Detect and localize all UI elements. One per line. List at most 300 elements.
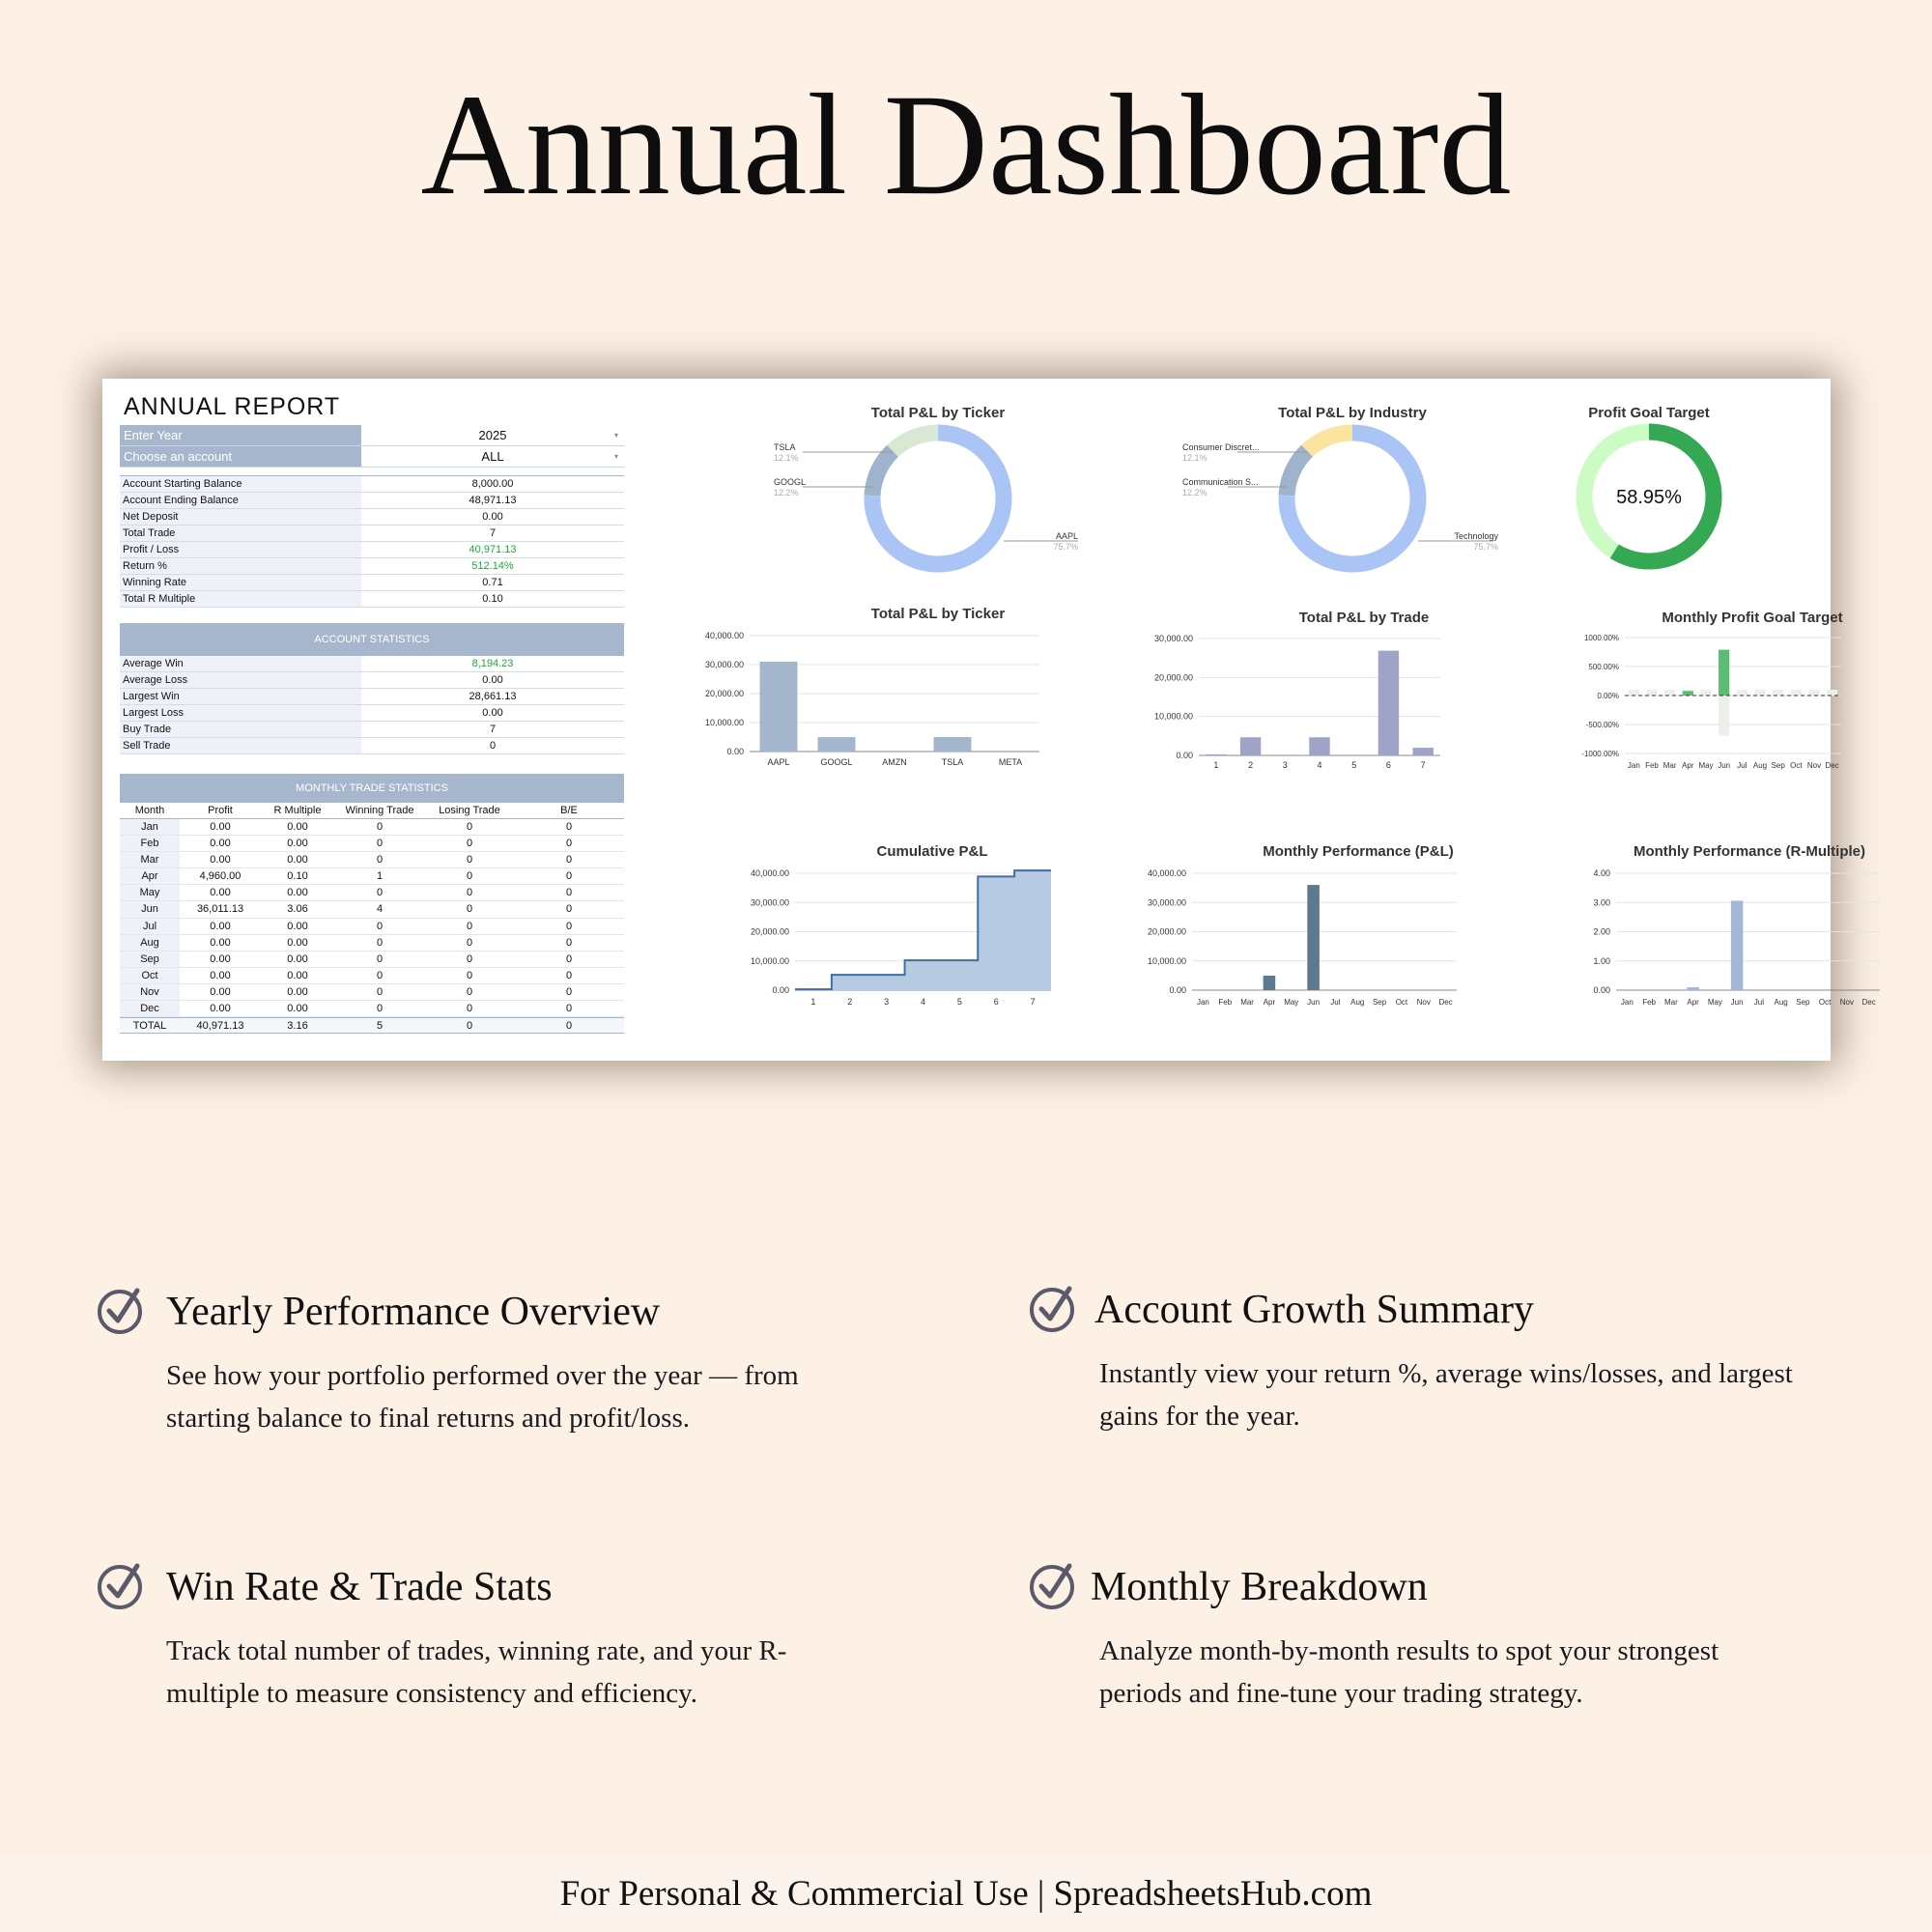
y-tick-label: 30,000.00 xyxy=(704,660,744,669)
monthly-cell: 0 xyxy=(466,821,473,833)
total-cell: 0 xyxy=(466,1020,473,1033)
monthly-pnl-chart xyxy=(1059,833,1464,1050)
total-cell: 3.16 xyxy=(287,1020,308,1033)
x-tick-label: 7 xyxy=(1420,760,1426,770)
x-tick-label: Oct xyxy=(1790,761,1803,770)
slice-percent: 12.1% xyxy=(1182,453,1208,463)
summary-value: 0.71 xyxy=(482,577,503,588)
x-tick-label: 2 xyxy=(847,997,853,1007)
slice-percent: 75.7% xyxy=(1053,542,1078,552)
monthly-cell: 0.00 xyxy=(210,1003,231,1015)
bar-remaining xyxy=(1754,690,1765,696)
x-tick-label: Jul xyxy=(1330,998,1341,1007)
goal-gauge-chart xyxy=(1493,398,1812,582)
y-tick-label: 0.00 xyxy=(1593,985,1610,995)
bar xyxy=(1264,976,1276,990)
y-tick-label: 0.00 xyxy=(1169,985,1186,995)
chart-title: Total P&L by Ticker xyxy=(870,405,1006,421)
stat-label: Largest Win xyxy=(120,689,361,704)
monthly-cell: 0 xyxy=(376,936,384,949)
feature-title: Account Growth Summary xyxy=(1094,1288,1534,1332)
monthly-cell: 0.00 xyxy=(210,838,231,850)
monthly-cell: 0.00 xyxy=(210,952,231,965)
check-circle-icon xyxy=(1029,1283,1077,1331)
chart-title: Cumulative P&L xyxy=(876,843,988,860)
stat-row xyxy=(120,738,624,754)
chart-title: Total P&L by Trade xyxy=(1298,610,1430,626)
x-tick-label: Aug xyxy=(1752,761,1768,770)
monthly-cell: 0 xyxy=(376,985,384,998)
stat-value: 0.00 xyxy=(482,674,503,686)
bar xyxy=(1719,650,1729,696)
monthly-cell: 0.00 xyxy=(287,887,308,899)
column-header: Month xyxy=(134,805,165,816)
x-tick-label: Jul xyxy=(1737,761,1747,770)
x-tick-label: Oct xyxy=(1818,998,1832,1007)
stat-label: Buy Trade xyxy=(120,722,361,737)
x-tick-label: Apr xyxy=(1682,761,1694,770)
total-cell: 0 xyxy=(565,1020,573,1033)
x-tick-label: Aug xyxy=(1350,998,1365,1007)
x-tick-label: 5 xyxy=(956,997,962,1007)
gauge-label: 58.95% xyxy=(1616,487,1682,508)
check-circle-icon xyxy=(97,1285,145,1333)
feature-text: Instantly view your return %, average wins/losses, and largest gains for the year. xyxy=(1099,1358,1793,1432)
monthly-cell: 0.00 xyxy=(287,1003,308,1015)
monthly-cell: 0.00 xyxy=(287,920,308,932)
bar-remaining xyxy=(1700,690,1711,696)
x-tick-label: Sep xyxy=(1771,761,1785,770)
annual-report xyxy=(120,388,624,1034)
monthly-cell: 0.00 xyxy=(287,969,308,981)
bar-remaining xyxy=(1827,690,1837,696)
monthly-cell: Jul xyxy=(120,919,180,934)
summary-label: Return % xyxy=(120,558,361,574)
bar-remaining xyxy=(1808,690,1819,696)
chart-title: Monthly Profit Goal Target xyxy=(1662,610,1843,626)
monthly-cell: 0 xyxy=(565,838,573,850)
monthly-cell: 0 xyxy=(376,854,384,867)
summary-row xyxy=(120,493,624,509)
monthly-row xyxy=(120,935,624,952)
summary-label: Account Ending Balance xyxy=(120,493,361,508)
y-tick-label: 20,000.00 xyxy=(750,926,789,937)
x-tick-label: Jul xyxy=(1753,998,1764,1007)
x-tick-label: Feb xyxy=(1645,761,1659,770)
monthly-cell: 0.00 xyxy=(210,854,231,867)
summary-label: Net Deposit xyxy=(120,509,361,525)
summary-table xyxy=(120,475,624,608)
monthly-cell: 0 xyxy=(565,920,573,932)
monthly-cell: 0 xyxy=(565,969,573,981)
monthly-cell: 0 xyxy=(376,821,384,833)
summary-label: Profit / Loss xyxy=(120,542,361,557)
monthly-cell: 0 xyxy=(565,985,573,998)
y-tick-label: 40,000.00 xyxy=(704,631,744,640)
monthly-cell: 0 xyxy=(565,1003,573,1015)
y-tick-label: 4.00 xyxy=(1593,868,1610,878)
bar-remaining xyxy=(1791,690,1802,696)
monthly-cell: 0.00 xyxy=(210,969,231,981)
y-tick-label: 1.00 xyxy=(1593,955,1610,966)
x-tick-label: Oct xyxy=(1395,998,1408,1007)
y-tick-label: 40,000.00 xyxy=(750,868,789,878)
monthly-row xyxy=(120,852,624,868)
y-tick-label: 500.00% xyxy=(1588,663,1619,671)
bar-remaining xyxy=(1646,690,1657,696)
monthly-cell: 0 xyxy=(376,887,384,899)
monthly-goal-chart xyxy=(1474,601,1843,809)
x-tick-label: AAPL xyxy=(767,757,790,767)
x-tick-label: Dec xyxy=(1438,998,1453,1007)
y-tick-label: 10,000.00 xyxy=(750,955,789,966)
donut-slice xyxy=(1287,451,1307,496)
monthly-cell: 0 xyxy=(466,920,473,932)
stat-value: 28,661.13 xyxy=(469,691,517,702)
chart-title: Monthly Performance (P&L) xyxy=(1263,843,1454,860)
summary-row xyxy=(120,542,624,558)
chart-title: Total P&L by Industry xyxy=(1278,405,1427,421)
slice-percent: 12.2% xyxy=(774,488,799,497)
y-tick-label: 20,000.00 xyxy=(704,689,744,698)
x-tick-label: 3 xyxy=(884,997,890,1007)
monthly-row xyxy=(120,836,624,852)
x-tick-label: Apr xyxy=(1263,998,1276,1007)
stat-value: 0 xyxy=(489,740,497,752)
summary-value: 7 xyxy=(489,527,497,539)
feature-text: See how your portfolio performed over the year — from starting balance to final returns and profit/loss. xyxy=(166,1360,799,1434)
monthly-cell: May xyxy=(120,885,180,900)
monthly-cell: 0 xyxy=(466,985,473,998)
monthly-cell: Mar xyxy=(120,852,180,867)
stat-label: Average Loss xyxy=(120,672,361,688)
monthly-cell: Jun xyxy=(120,901,180,917)
x-tick-label: May xyxy=(1284,998,1299,1007)
dashboard-screenshot xyxy=(102,379,1876,1061)
chart-title: Profit Goal Target xyxy=(1588,405,1710,421)
monthly-row xyxy=(120,819,624,836)
x-tick-label: AMZN xyxy=(882,757,907,767)
stat-row xyxy=(120,722,624,738)
y-tick-label: 20,000.00 xyxy=(1153,672,1193,683)
chart-title: Monthly Performance (R-Multiple) xyxy=(1633,843,1866,860)
page-title: Annual Dashboard xyxy=(420,65,1512,225)
monthly-cell: 0 xyxy=(376,838,384,850)
bar xyxy=(1307,885,1320,990)
x-tick-label: Mar xyxy=(1240,998,1254,1007)
monthly-row xyxy=(120,885,624,901)
summary-row xyxy=(120,476,624,493)
x-tick-label: Jan xyxy=(1196,998,1209,1007)
y-tick-label: 10,000.00 xyxy=(1147,955,1186,966)
monthly-cell: 0 xyxy=(466,887,473,899)
summary-value: 40,971.13 xyxy=(469,544,517,555)
chart-title: Total P&L by Ticker xyxy=(870,606,1006,622)
account-statistics-table xyxy=(120,656,624,754)
year-dropdown[interactable] xyxy=(361,425,624,445)
monthly-total-row xyxy=(120,1017,624,1034)
bar xyxy=(1412,748,1433,755)
stat-label: Average Win xyxy=(120,656,361,671)
monthly-cell: 4,960.00 xyxy=(199,870,242,883)
y-tick-label: 40,000.00 xyxy=(1147,868,1186,878)
monthly-row xyxy=(120,868,624,885)
stat-row xyxy=(120,656,624,672)
summary-label: Account Starting Balance xyxy=(120,476,361,492)
x-tick-label: Nov xyxy=(1839,998,1854,1007)
summary-label: Total Trade xyxy=(120,526,361,541)
monthly-cell: 0.00 xyxy=(210,936,231,949)
monthly-cell: Sep xyxy=(120,952,180,967)
x-tick-label: Jun xyxy=(1730,998,1744,1007)
donut-slice xyxy=(893,433,938,451)
monthly-cell: 0 xyxy=(376,969,384,981)
x-tick-label: 1 xyxy=(810,997,816,1007)
account-value: ALL xyxy=(481,449,504,464)
y-tick-label: 1000.00% xyxy=(1583,634,1619,642)
monthly-cell: Nov xyxy=(120,984,180,1000)
ticker-bar-chart xyxy=(643,601,1049,809)
x-tick-label: Sep xyxy=(1796,998,1810,1007)
area-fill xyxy=(795,870,1051,990)
monthly-cell: 0.00 xyxy=(210,920,231,932)
x-tick-label: META xyxy=(998,757,1023,767)
bar-remaining xyxy=(1683,690,1693,691)
monthly-row xyxy=(120,1001,624,1017)
monthly-cell: Aug xyxy=(120,935,180,951)
bar xyxy=(934,737,972,752)
x-tick-label: Aug xyxy=(1774,998,1788,1007)
x-tick-label: Mar xyxy=(1662,761,1677,770)
monthly-cell: 0 xyxy=(565,887,573,899)
bar-remaining xyxy=(1664,690,1675,696)
column-header: B/E xyxy=(560,805,578,816)
monthly-cell: 0 xyxy=(565,903,573,916)
x-tick-label: 2 xyxy=(1248,760,1254,770)
x-tick-label: 1 xyxy=(1213,760,1219,770)
check-circle-icon xyxy=(1029,1560,1077,1608)
column-header: Winning Trade xyxy=(345,805,414,816)
bar xyxy=(1683,691,1693,696)
monthly-cell: 0 xyxy=(466,952,473,965)
bar xyxy=(1731,900,1744,990)
monthly-cell: 0.00 xyxy=(287,936,308,949)
stat-label: Largest Loss xyxy=(120,705,361,721)
x-tick-label: Nov xyxy=(1806,761,1822,770)
stat-row xyxy=(120,689,624,705)
y-tick-label: 30,000.00 xyxy=(1147,897,1186,908)
monthly-row xyxy=(120,984,624,1001)
report-title: ANNUAL REPORT xyxy=(124,393,341,420)
summary-value: 48,971.13 xyxy=(469,495,517,506)
year-value: 2025 xyxy=(478,428,507,442)
x-tick-label: GOOGL xyxy=(820,757,853,767)
footer: For Personal & Commercial Use | SpreadsheetsHub.com xyxy=(0,1857,1932,1932)
column-header: Profit xyxy=(208,805,233,816)
x-tick-label: 6 xyxy=(1385,760,1391,770)
monthly-cell: Dec xyxy=(120,1001,180,1016)
x-tick-label: 4 xyxy=(920,997,926,1007)
monthly-cell: 0 xyxy=(466,838,473,850)
summary-row xyxy=(120,558,624,575)
monthly-cell: 0.00 xyxy=(287,854,308,867)
y-tick-label: 20,000.00 xyxy=(1147,926,1186,937)
summary-row xyxy=(120,575,624,591)
monthly-row xyxy=(120,952,624,968)
x-tick-label: Feb xyxy=(1642,998,1657,1007)
account-statistics-header: ACCOUNT STATISTICS xyxy=(120,623,624,656)
y-tick-label: 3.00 xyxy=(1593,897,1610,908)
column-header: R Multiple xyxy=(273,805,322,816)
x-tick-label: Jun xyxy=(1718,761,1731,770)
x-tick-label: Jan xyxy=(1627,761,1640,770)
account-input-row xyxy=(120,446,624,468)
monthly-cell: 0 xyxy=(466,854,473,867)
summary-value: 512.14% xyxy=(471,560,514,572)
x-tick-label: 3 xyxy=(1282,760,1288,770)
slice-percent: 12.1% xyxy=(774,453,799,463)
summary-value: 8,000.00 xyxy=(471,478,514,490)
column-header: Losing Trade xyxy=(439,805,500,816)
stat-row xyxy=(120,672,624,689)
total-cell: 5 xyxy=(376,1020,384,1033)
summary-label: Total R Multiple xyxy=(120,591,361,607)
year-input-row xyxy=(120,425,624,446)
monthly-cell: 36,011.13 xyxy=(196,903,244,916)
x-tick-label: Nov xyxy=(1416,998,1431,1007)
monthly-cell: 0 xyxy=(565,936,573,949)
monthly-cell: 0 xyxy=(466,1003,473,1015)
monthly-cell: 0 xyxy=(376,952,384,965)
slice-label: TSLA xyxy=(774,442,796,452)
x-tick-label: 7 xyxy=(1030,997,1036,1007)
monthly-cell: 0.00 xyxy=(287,985,308,998)
y-tick-label: 30,000.00 xyxy=(1153,634,1193,643)
summary-value: 0.10 xyxy=(482,593,503,605)
donut-slice xyxy=(872,451,893,496)
account-dropdown[interactable] xyxy=(361,446,624,467)
bar xyxy=(1378,651,1399,755)
monthly-cell: 0.00 xyxy=(287,952,308,965)
slice-label: Technology xyxy=(1454,531,1498,541)
dropdown-caret-icon: ▾ xyxy=(613,431,618,440)
bar xyxy=(818,737,856,752)
industry-donut-chart xyxy=(1059,398,1498,582)
x-tick-label: TSLA xyxy=(941,757,964,767)
x-tick-label: Apr xyxy=(1687,998,1699,1007)
monthly-cell: 0.00 xyxy=(287,838,308,850)
bar-remaining xyxy=(1629,690,1639,696)
stat-row xyxy=(120,705,624,722)
dropdown-caret-icon: ▾ xyxy=(613,452,618,461)
feature-title: Monthly Breakdown xyxy=(1091,1565,1428,1609)
bar xyxy=(1309,737,1329,755)
x-tick-label: Sep xyxy=(1372,998,1387,1007)
feature-text: Analyze month-by-month results to spot your strongest periods and fine-tune your trading strategy. xyxy=(1099,1635,1719,1709)
year-label: Enter Year xyxy=(120,425,361,445)
monthly-cell: 0 xyxy=(376,920,384,932)
account-label: Choose an account xyxy=(120,446,361,467)
summary-value: 0.00 xyxy=(482,511,503,523)
monthly-cell: 0 xyxy=(466,870,473,883)
monthly-table-header xyxy=(120,803,624,819)
y-tick-label: 0.00 xyxy=(1176,751,1193,760)
monthly-r-chart xyxy=(1474,833,1876,1050)
x-tick-label: Jun xyxy=(1307,998,1321,1007)
y-tick-label: 0.00 xyxy=(726,747,744,756)
monthly-cell: Feb xyxy=(120,836,180,851)
monthly-row xyxy=(120,968,624,984)
monthly-cell: 0.00 xyxy=(210,887,231,899)
stat-label: Sell Trade xyxy=(120,738,361,753)
x-tick-label: 6 xyxy=(993,997,999,1007)
bar-remaining xyxy=(1719,696,1729,735)
summary-row xyxy=(120,591,624,608)
x-tick-label: 4 xyxy=(1317,760,1322,770)
monthly-cell: 3.06 xyxy=(287,903,308,916)
slice-label: GOOGL xyxy=(774,477,807,487)
bar xyxy=(1240,737,1261,755)
x-tick-label: May xyxy=(1707,998,1722,1007)
monthly-cell: 0 xyxy=(565,870,573,883)
monthly-row xyxy=(120,919,624,935)
x-tick-label: Jan xyxy=(1620,998,1634,1007)
summary-row xyxy=(120,509,624,526)
feature-title: Win Rate & Trade Stats xyxy=(166,1565,553,1609)
x-tick-label: Dec xyxy=(1825,761,1839,770)
monthly-cell: 0.00 xyxy=(210,985,231,998)
monthly-cell: 0 xyxy=(466,936,473,949)
x-tick-label: Mar xyxy=(1663,998,1678,1007)
y-tick-label: 10,000.00 xyxy=(1153,711,1193,722)
cumulative-chart xyxy=(643,833,1049,1050)
monthly-cell: 0.00 xyxy=(210,821,231,833)
trade-bar-chart xyxy=(1059,601,1464,809)
total-cell: 40,971.13 xyxy=(196,1020,244,1033)
total-cell: TOTAL xyxy=(132,1020,167,1033)
monthly-cell: 0 xyxy=(565,952,573,965)
stat-value: 7 xyxy=(489,724,497,735)
feature-text: Track total number of trades, winning rate, and your R-multiple to measure consistency and efficiency. xyxy=(166,1635,787,1709)
bar xyxy=(760,662,798,752)
ticker-donut-chart xyxy=(643,398,1078,582)
monthly-cell: 0 xyxy=(466,903,473,916)
donut-slice xyxy=(1307,433,1352,451)
slice-label: Communication S... xyxy=(1182,477,1259,487)
monthly-cell: 0.00 xyxy=(287,821,308,833)
bar xyxy=(1206,754,1226,755)
monthly-cell: Apr xyxy=(120,868,180,884)
monthly-cell: 0 xyxy=(466,969,473,981)
bar-remaining xyxy=(1773,690,1783,696)
monthly-table-body xyxy=(120,819,624,1017)
stat-value: 8,194.23 xyxy=(471,658,514,669)
x-tick-label: Dec xyxy=(1861,998,1876,1007)
bar-remaining xyxy=(1737,690,1747,696)
monthly-statistics-header: MONTHLY TRADE STATISTICS xyxy=(120,774,624,803)
slice-label: Consumer Discret... xyxy=(1182,442,1260,452)
monthly-cell: 0.10 xyxy=(287,870,308,883)
summary-label: Winning Rate xyxy=(120,575,361,590)
summary-row xyxy=(120,526,624,542)
y-tick-label: 0.00% xyxy=(1597,692,1619,700)
y-tick-label: 10,000.00 xyxy=(704,718,744,727)
y-tick-label: -1000.00% xyxy=(1581,750,1619,758)
monthly-cell: 4 xyxy=(376,903,384,916)
slice-percent: 12.2% xyxy=(1182,488,1208,497)
monthly-cell: 0 xyxy=(565,854,573,867)
monthly-row xyxy=(120,901,624,918)
